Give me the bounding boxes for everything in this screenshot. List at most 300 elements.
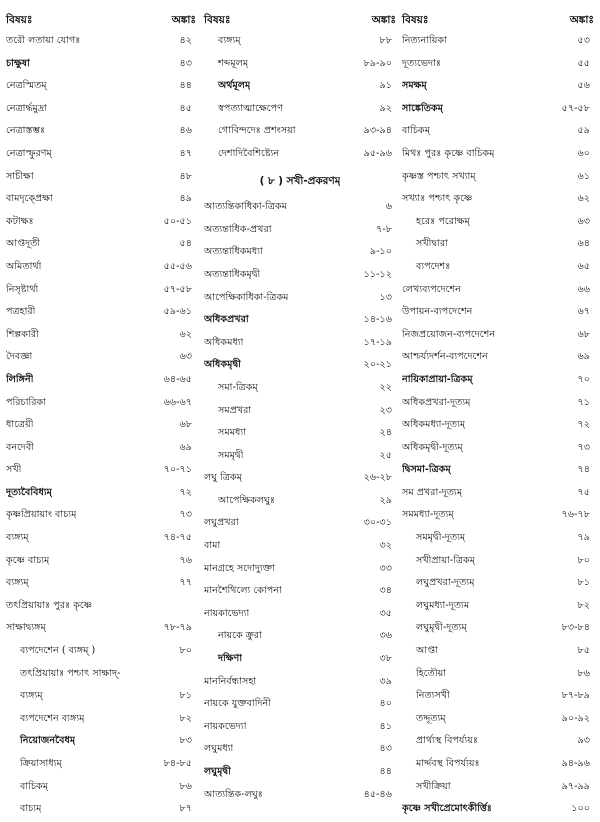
index-entry	[6, 233, 196, 256]
column-header	[6, 10, 196, 30]
index-entry	[204, 98, 396, 121]
entry-title: অধিকমধ্যা-দূত্যম্	[402, 419, 466, 431]
entry-page-number: ৯-১০	[369, 246, 392, 258]
index-entry	[6, 143, 196, 166]
index-entry	[6, 595, 196, 618]
index-entry	[402, 640, 594, 663]
entry-title: আত্যন্তিকাধিকা-ত্রিকম	[204, 201, 287, 213]
entry-title: লেখ্যব্যপদেশেন	[402, 283, 461, 295]
entry-title: আপ্তা	[416, 645, 438, 657]
entry-page-number: ৫৬	[577, 80, 590, 92]
index-entry	[6, 708, 196, 731]
entry-title: নেত্রস্মিতম্	[6, 80, 47, 92]
index-entry	[6, 166, 196, 189]
entry-page-number: ৬৩	[577, 215, 590, 227]
entry-page-number: ৩৯	[379, 675, 392, 687]
entry-title: পত্রহারী	[6, 306, 36, 318]
index-entry	[6, 53, 196, 76]
entry-page-number: ৪৩	[379, 743, 392, 755]
entry-list	[402, 30, 594, 821]
index-entry	[402, 685, 594, 708]
entry-page-number: ৫০-৫১	[163, 215, 192, 227]
entry-page-number: ৬৮	[179, 419, 192, 431]
entry-page-number: ৮৯-৯০	[363, 57, 392, 69]
entry-page-number: ৯৫-৯৬	[363, 147, 392, 159]
entry-title: ব্যপদেশঃ	[416, 260, 451, 272]
entry-title: নায়কভেদ্যা	[204, 720, 247, 732]
entry-page-number: ৪৬	[179, 125, 192, 137]
index-entry	[204, 784, 396, 807]
index-entry	[402, 143, 594, 166]
entry-title: কৃষ্ণে সখীপ্রেমোৎকীর্ত্তিঃ	[402, 803, 492, 815]
index-entry	[6, 663, 196, 686]
entry-page-number: ২৪	[379, 427, 392, 439]
index-entry	[6, 550, 196, 573]
entry-title: সমক্ষম্	[402, 80, 427, 92]
entry-page-number: ৪৫-৪৬	[363, 788, 392, 800]
index-entry	[204, 761, 396, 784]
index-entry	[204, 143, 396, 166]
entry-title: ব্যঙ্গ্যম্	[218, 35, 241, 46]
index-entry	[402, 30, 594, 53]
entry-page-number: ৮৭-৮৯	[561, 690, 590, 702]
index-entry	[204, 196, 396, 219]
index-entry	[204, 422, 396, 445]
subject-header: বিষয়ঃ	[204, 14, 231, 26]
entry-page-number: ৪৮	[179, 170, 192, 182]
index-entry	[6, 414, 196, 437]
index-entry	[6, 459, 196, 482]
entry-page-number: ৩৩	[379, 562, 392, 574]
index-entry	[204, 603, 396, 626]
index-entry	[6, 640, 196, 663]
entry-page-number: ৫৩	[577, 35, 590, 46]
entry-page-number: ৭৬-৭৮	[561, 509, 590, 521]
subject-header: বিষয়ঃ	[6, 14, 33, 26]
page-header: অঙ্কাঃ	[569, 14, 594, 26]
entry-page-number: ৯৪-৯৬	[561, 758, 590, 769]
entry-page-number: ৮৫	[577, 645, 590, 657]
index-entry	[204, 716, 396, 739]
entry-title: তরৌ লতায়া যোগঃ	[6, 35, 81, 46]
index-entry	[204, 75, 396, 98]
entry-page-number: ৪৪	[179, 80, 192, 92]
index-entry	[402, 595, 594, 618]
entry-title: পরিচারিকা	[6, 396, 47, 408]
entry-page-number: ৭৩	[179, 509, 192, 521]
entry-page-number: ৮২	[179, 712, 192, 724]
entry-page-number: ৮৬	[179, 780, 192, 792]
entry-title: নায়কে ক্রুরা	[218, 630, 262, 642]
index-entry	[402, 301, 594, 324]
entry-page-number: ৫৯	[577, 125, 590, 137]
page-header: অঙ্কাঃ	[171, 14, 196, 26]
entry-title: কৃষ্ণস্ত পশ্চাৎ সখ্যাম্	[402, 170, 476, 182]
index-entry	[6, 256, 196, 279]
page-header: অঙ্কাঃ	[371, 14, 396, 26]
entry-title: লিঙ্গিনী	[6, 373, 34, 385]
index-entry	[402, 527, 594, 550]
index-entry	[6, 776, 196, 799]
entry-page-number: ৬১	[577, 170, 590, 182]
entry-title: দক্ষিণা	[218, 653, 243, 665]
entry-page-number: ৭১	[577, 396, 590, 408]
index-entry	[402, 663, 594, 686]
entry-page-number: ৯৩-৯৪	[363, 125, 392, 137]
entry-page-number: ১০০	[571, 803, 590, 815]
entry-list	[6, 30, 196, 821]
index-entry	[6, 211, 196, 234]
entry-title: সমমধ্যা	[218, 427, 246, 439]
entry-page-number: ৮৭	[179, 803, 192, 815]
entry-title: অর্থমূলম্	[218, 80, 251, 92]
index-entry	[204, 467, 396, 490]
index-entry	[402, 369, 594, 392]
column-header	[204, 10, 396, 30]
entry-page-number: ৬২	[577, 193, 590, 205]
entry-page-number: ৭০	[577, 373, 590, 385]
index-entry	[204, 580, 396, 603]
index-entry	[402, 188, 594, 211]
entry-title: নায়কে যুক্তবাদিনী	[204, 698, 272, 710]
entry-page-number: ৬৬	[577, 283, 590, 295]
entry-title: লঘু ত্রিকম্	[204, 472, 242, 484]
index-entry	[204, 287, 396, 310]
entry-title: বাচিকম্	[402, 125, 431, 137]
index-entry	[6, 346, 196, 369]
entry-title: ব্যঙ্গ্যম্	[6, 577, 29, 589]
index-column-2	[204, 10, 396, 806]
index-entry	[204, 264, 396, 287]
entry-page-number: ৬৪-৬৫	[163, 373, 192, 385]
entry-page-number: ১৩	[379, 291, 392, 303]
entry-title: ক্রিয়াসাধ্যম্	[20, 758, 62, 769]
entry-title: সাচীক্ষা	[6, 170, 34, 182]
column-header	[402, 10, 594, 30]
index-entry	[6, 572, 196, 595]
entry-page-number: ৪৭	[179, 147, 192, 159]
index-entry	[6, 120, 196, 143]
index-entry	[6, 617, 196, 640]
entry-list	[204, 30, 396, 806]
index-entry	[402, 120, 594, 143]
index-column-1	[6, 10, 196, 821]
entry-title: দ্বিসমা-ত্রিকম্	[402, 464, 451, 476]
entry-page-number: ৮৩-৮৪	[561, 622, 590, 634]
entry-title: ( ৮ ) সখী-প্রকরণম্	[259, 174, 341, 187]
entry-page-number: ৯১	[379, 80, 392, 92]
entry-page-number: ৪৯	[179, 193, 192, 205]
entry-title: সম প্রখরা-দূত্যম্	[402, 486, 463, 498]
entry-page-number: ৯৭-৯৯	[561, 780, 590, 792]
entry-page-number: ৩৫	[379, 607, 392, 619]
entry-page-number: ৫৫	[577, 57, 590, 69]
entry-page-number: ২৩	[379, 404, 392, 416]
entry-title: শব্দমূলম্	[218, 57, 249, 69]
index-entry	[6, 324, 196, 347]
entry-title: হরেঃ পরোক্ষম্	[416, 215, 470, 227]
entry-page-number: ২৫	[379, 449, 392, 461]
entry-page-number: ৭৩	[577, 441, 590, 453]
entry-page-number: ৪৩	[179, 57, 192, 69]
entry-title: আপ্তদূতী	[6, 238, 41, 250]
entry-title: গোবিন্দদেঃ প্রশংসয়া	[218, 125, 296, 137]
entry-title: চাক্ষুষা	[6, 57, 30, 69]
entry-title: দূত্যবৈবিধ্যম্	[6, 486, 52, 498]
index-entry	[402, 346, 594, 369]
entry-page-number: ১৪-১৬	[363, 314, 392, 326]
entry-title: নেত্রার্দ্ধমুদ্রা	[6, 102, 47, 114]
index-entry	[6, 30, 196, 53]
entry-title: নিত্যসখী	[416, 690, 450, 702]
entry-page-number: ৫৭-৫৮	[163, 283, 192, 295]
entry-title: সখ্যাঃ পশ্চাৎ কৃষ্ণে	[402, 193, 473, 205]
index-entry	[402, 753, 594, 776]
entry-title: অধিকপ্রখরা	[204, 314, 249, 326]
entry-page-number: ৮২	[577, 599, 590, 611]
entry-title: সমমধ্যা-দূত্যম্	[402, 509, 454, 521]
entry-page-number: ৬	[385, 201, 392, 213]
entry-page-number: ৭৫	[577, 486, 590, 498]
entry-title: উপায়ন-ব্যপদেশেন	[402, 306, 473, 318]
entry-title: সমমৃদ্বী-দূত্যম্	[416, 532, 466, 544]
index-entry	[402, 617, 594, 640]
index-entry	[402, 414, 594, 437]
entry-title: লঘুপ্রখরা-দূত্যম্	[416, 577, 475, 589]
entry-page-number: ৮০	[179, 645, 192, 657]
entry-title: নেত্রাস্ফুরণম্	[6, 147, 52, 159]
entry-page-number: ৭২	[179, 486, 192, 498]
entry-page-number: ৭৬	[179, 554, 192, 566]
section-heading	[204, 170, 396, 193]
entry-title: লঘুমৃদ্বী	[204, 766, 231, 777]
entry-page-number: ৪১	[379, 720, 392, 732]
entry-page-number: ৫৫-৫৬	[163, 260, 192, 272]
entry-page-number: ৮৬	[577, 667, 590, 679]
entry-page-number: ২৬-২৮	[363, 472, 392, 484]
entry-title: সখীক্রিয়া	[416, 780, 451, 792]
entry-title: হিতৌয়া	[416, 667, 447, 679]
entry-page-number: ৫৪	[179, 238, 192, 250]
entry-title: বামদৃক্প্রেক্ষা	[6, 193, 53, 205]
entry-page-number: ৮০	[577, 554, 590, 566]
entry-page-number: ৬৯	[577, 351, 590, 363]
index-entry	[204, 558, 396, 581]
index-entry	[6, 188, 196, 211]
entry-title: মানগ্রহে সদোদ্যুক্তা	[204, 562, 275, 574]
index-entry	[402, 279, 594, 302]
entry-title: সখীদ্বারা	[416, 238, 448, 250]
entry-title: তৎপ্রিয়ায়াঃ পশ্চাৎ সাক্ষাদ্-	[20, 667, 121, 679]
entry-title: আপেক্ষিকলঘুঃ	[218, 494, 275, 506]
index-entry	[6, 369, 196, 392]
index-entry	[204, 332, 396, 355]
entry-title: কটাক্ষঃ	[6, 215, 34, 227]
entry-title: অত্যন্তাধিকমৃদ্বী	[204, 268, 261, 280]
entry-page-number: ৯৩	[577, 735, 590, 747]
entry-page-number: ৮৪-৮৫	[163, 758, 192, 769]
entry-page-number: ১১-১২	[363, 268, 392, 280]
entry-title: নিয়োজনবৈধম্	[20, 735, 76, 747]
entry-page-number: ৭৮-৭৯	[163, 622, 192, 634]
index-entry	[402, 504, 594, 527]
index-entry	[402, 459, 594, 482]
entry-title: প্রার্থ্যস্থ বিপর্য্যয়ঃ	[416, 735, 479, 747]
index-entry	[402, 324, 594, 347]
entry-page-number: ২৯	[379, 494, 392, 506]
entry-title: ব্যঙ্গ্যম্	[20, 690, 43, 702]
entry-title: কৃষ্ণে বাচ্যম্	[6, 554, 50, 566]
entry-title: মানশৈথিল্যে কোপনা	[204, 585, 282, 597]
entry-title: বাচ্যম্	[20, 803, 42, 815]
index-entry	[204, 693, 396, 716]
entry-page-number: ৫৯-৬১	[163, 306, 192, 318]
entry-title: মাননির্বন্ধাসহা	[204, 675, 257, 687]
index-entry	[204, 309, 396, 332]
index-entry	[402, 256, 594, 279]
entry-title: মিথঃ পুরঃ কৃষ্ণে বাচিকম্	[402, 147, 495, 159]
index-entry	[6, 527, 196, 550]
entry-title: সখী	[6, 464, 22, 476]
entry-title: লঘুমধ্যা-দূত্যম	[416, 599, 470, 611]
entry-page-number: ৩২	[379, 540, 392, 552]
entry-title: ব্যঙ্গ্যম্	[6, 532, 29, 544]
entry-title: লঘুমধ্যা	[204, 743, 234, 755]
entry-title: নায়কাভেদ্যা	[204, 607, 250, 619]
index-entry	[402, 53, 594, 76]
index-entry	[204, 648, 396, 671]
entry-title: আশ্চর্য্যদর্শন-ব্যপদেশেন	[402, 351, 488, 363]
entry-title: বাচিকম্	[20, 780, 49, 792]
entry-title: দূত্যভেদাঃ	[402, 57, 441, 69]
entry-title: নিজপ্রয়োজন-ব্যপদেশেন	[402, 328, 496, 340]
entry-title: সখীপ্রায়া-ত্রিকম্	[416, 554, 476, 566]
entry-title: তৎপ্রিয়ায়াঃ পুরঃ কৃষ্ণে	[6, 599, 93, 611]
entry-page-number: ৬০	[577, 147, 590, 159]
entry-title: নায়িকাপ্রায়া-ত্রিকম্	[402, 373, 473, 385]
entry-title: অধিকমৃদ্বী-দূত্যম্	[402, 441, 463, 453]
entry-page-number: ৬২	[179, 328, 192, 340]
entry-title: লঘুমৃদ্বী-দূত্যম্	[416, 622, 467, 634]
entry-title: বামা	[204, 540, 221, 552]
entry-title: সমপ্রখরা	[218, 404, 252, 416]
index-entry	[402, 166, 594, 189]
entry-title: শিল্পকারী	[6, 328, 39, 340]
index-entry	[6, 98, 196, 121]
index-entry	[6, 798, 196, 821]
entry-title: আত্যন্তিক-লঘুঃ	[204, 788, 263, 800]
entry-page-number: ২০-২১	[363, 359, 392, 371]
index-entry	[402, 211, 594, 234]
index-entry	[204, 512, 396, 535]
entry-page-number: ৮৩	[179, 735, 192, 747]
entry-title: সমমৃদ্বী	[218, 449, 244, 461]
entry-page-number: ৩৮	[379, 653, 392, 665]
index-entry	[6, 301, 196, 324]
entry-title: নেত্রাস্তম্ভঃ	[6, 125, 46, 137]
entry-title: তদ্দূত্যম্	[416, 712, 446, 724]
index-entry	[6, 753, 196, 776]
index-entry	[402, 798, 594, 821]
index-entry	[6, 279, 196, 302]
entry-page-number: ৭৯	[577, 532, 590, 544]
entry-page-number: ৬৭	[577, 306, 590, 318]
entry-page-number: ৬৩	[179, 351, 192, 363]
entry-page-number: ৬৯	[179, 441, 192, 453]
index-entry	[402, 708, 594, 731]
entry-title: অত্যন্তাধিকমধ্যা	[204, 246, 263, 258]
index-entry	[402, 572, 594, 595]
index-entry	[402, 437, 594, 460]
entry-page-number: ৩৪	[379, 585, 392, 597]
entry-title: ধাত্রেয়ী	[6, 419, 34, 431]
entry-page-number: ৬৬-৬৭	[163, 396, 192, 408]
entry-page-number: ৩৬	[379, 630, 392, 642]
index-entry	[204, 120, 396, 143]
entry-title: বনদেবী	[6, 441, 35, 453]
entry-title: অধিকপ্রখরা-দূত্যম্	[402, 396, 471, 408]
entry-title: ব্যপদেশেন ব্যঙ্গ্যম্	[20, 712, 85, 724]
index-entry	[204, 445, 396, 468]
entry-page-number: ৭৭	[179, 577, 192, 589]
index-entry	[402, 550, 594, 573]
index-entry	[6, 75, 196, 98]
entry-page-number: ৭-৮	[376, 223, 392, 235]
index-entry	[6, 730, 196, 753]
index-entry	[204, 535, 396, 558]
entry-page-number: ৬৮	[577, 328, 590, 340]
index-entry	[402, 482, 594, 505]
entry-title: দৈবজ্ঞা	[6, 351, 33, 363]
entry-page-number: ৮৮	[379, 35, 392, 46]
entry-title: অত্যন্তাধিক-প্রখরা	[204, 223, 272, 235]
index-entry	[204, 490, 396, 513]
entry-page-number: ৪০	[379, 698, 392, 710]
entry-page-number: ৭২	[577, 419, 590, 431]
entry-title: অধিকমৃদ্বী	[204, 359, 241, 371]
entry-title: ব্যপদেশেন ( ব্যঙ্গম্ )	[20, 645, 96, 657]
index-entry	[6, 437, 196, 460]
index-entry	[402, 776, 594, 799]
entry-page-number: ৯০-৯২	[561, 712, 590, 724]
entry-title: মার্দ্দবস্থ বিপর্য্যয়ঃ	[416, 758, 480, 769]
entry-title: দেশাদিবৈশিষ্ট্যেন	[218, 147, 280, 159]
index-entry	[6, 504, 196, 527]
entry-page-number: ৮১	[577, 577, 590, 589]
entry-page-number: ৫৭-৫৮	[561, 102, 590, 114]
entry-page-number: ৮১	[179, 690, 192, 702]
index-entry	[204, 738, 396, 761]
entry-title: লঘুপ্রখরা	[204, 517, 239, 529]
entry-title: স্বপত্যাত্মাক্ষেপেণ	[218, 102, 283, 114]
index-entry	[204, 219, 396, 242]
index-entry	[402, 730, 594, 753]
index-entry	[204, 30, 396, 53]
index-entry	[6, 392, 196, 415]
index-entry	[204, 377, 396, 400]
index-entry	[402, 392, 594, 415]
entry-page-number: ৭৪	[577, 464, 590, 476]
entry-title: সাঙ্কেতিকম্	[402, 102, 443, 114]
entry-page-number: ৪৫	[179, 102, 192, 114]
entry-title: নিত্যনায়িকা	[402, 35, 447, 46]
entry-page-number: ২২	[379, 381, 392, 393]
index-entry	[204, 400, 396, 423]
entry-page-number: ৭০-৭১	[163, 464, 192, 476]
entry-page-number: ৩০-৩১	[363, 517, 392, 529]
entry-title: আপেক্ষিকাধিকা-ত্রিকম	[204, 291, 289, 303]
entry-title: সমা-ত্রিকম্	[218, 381, 258, 393]
